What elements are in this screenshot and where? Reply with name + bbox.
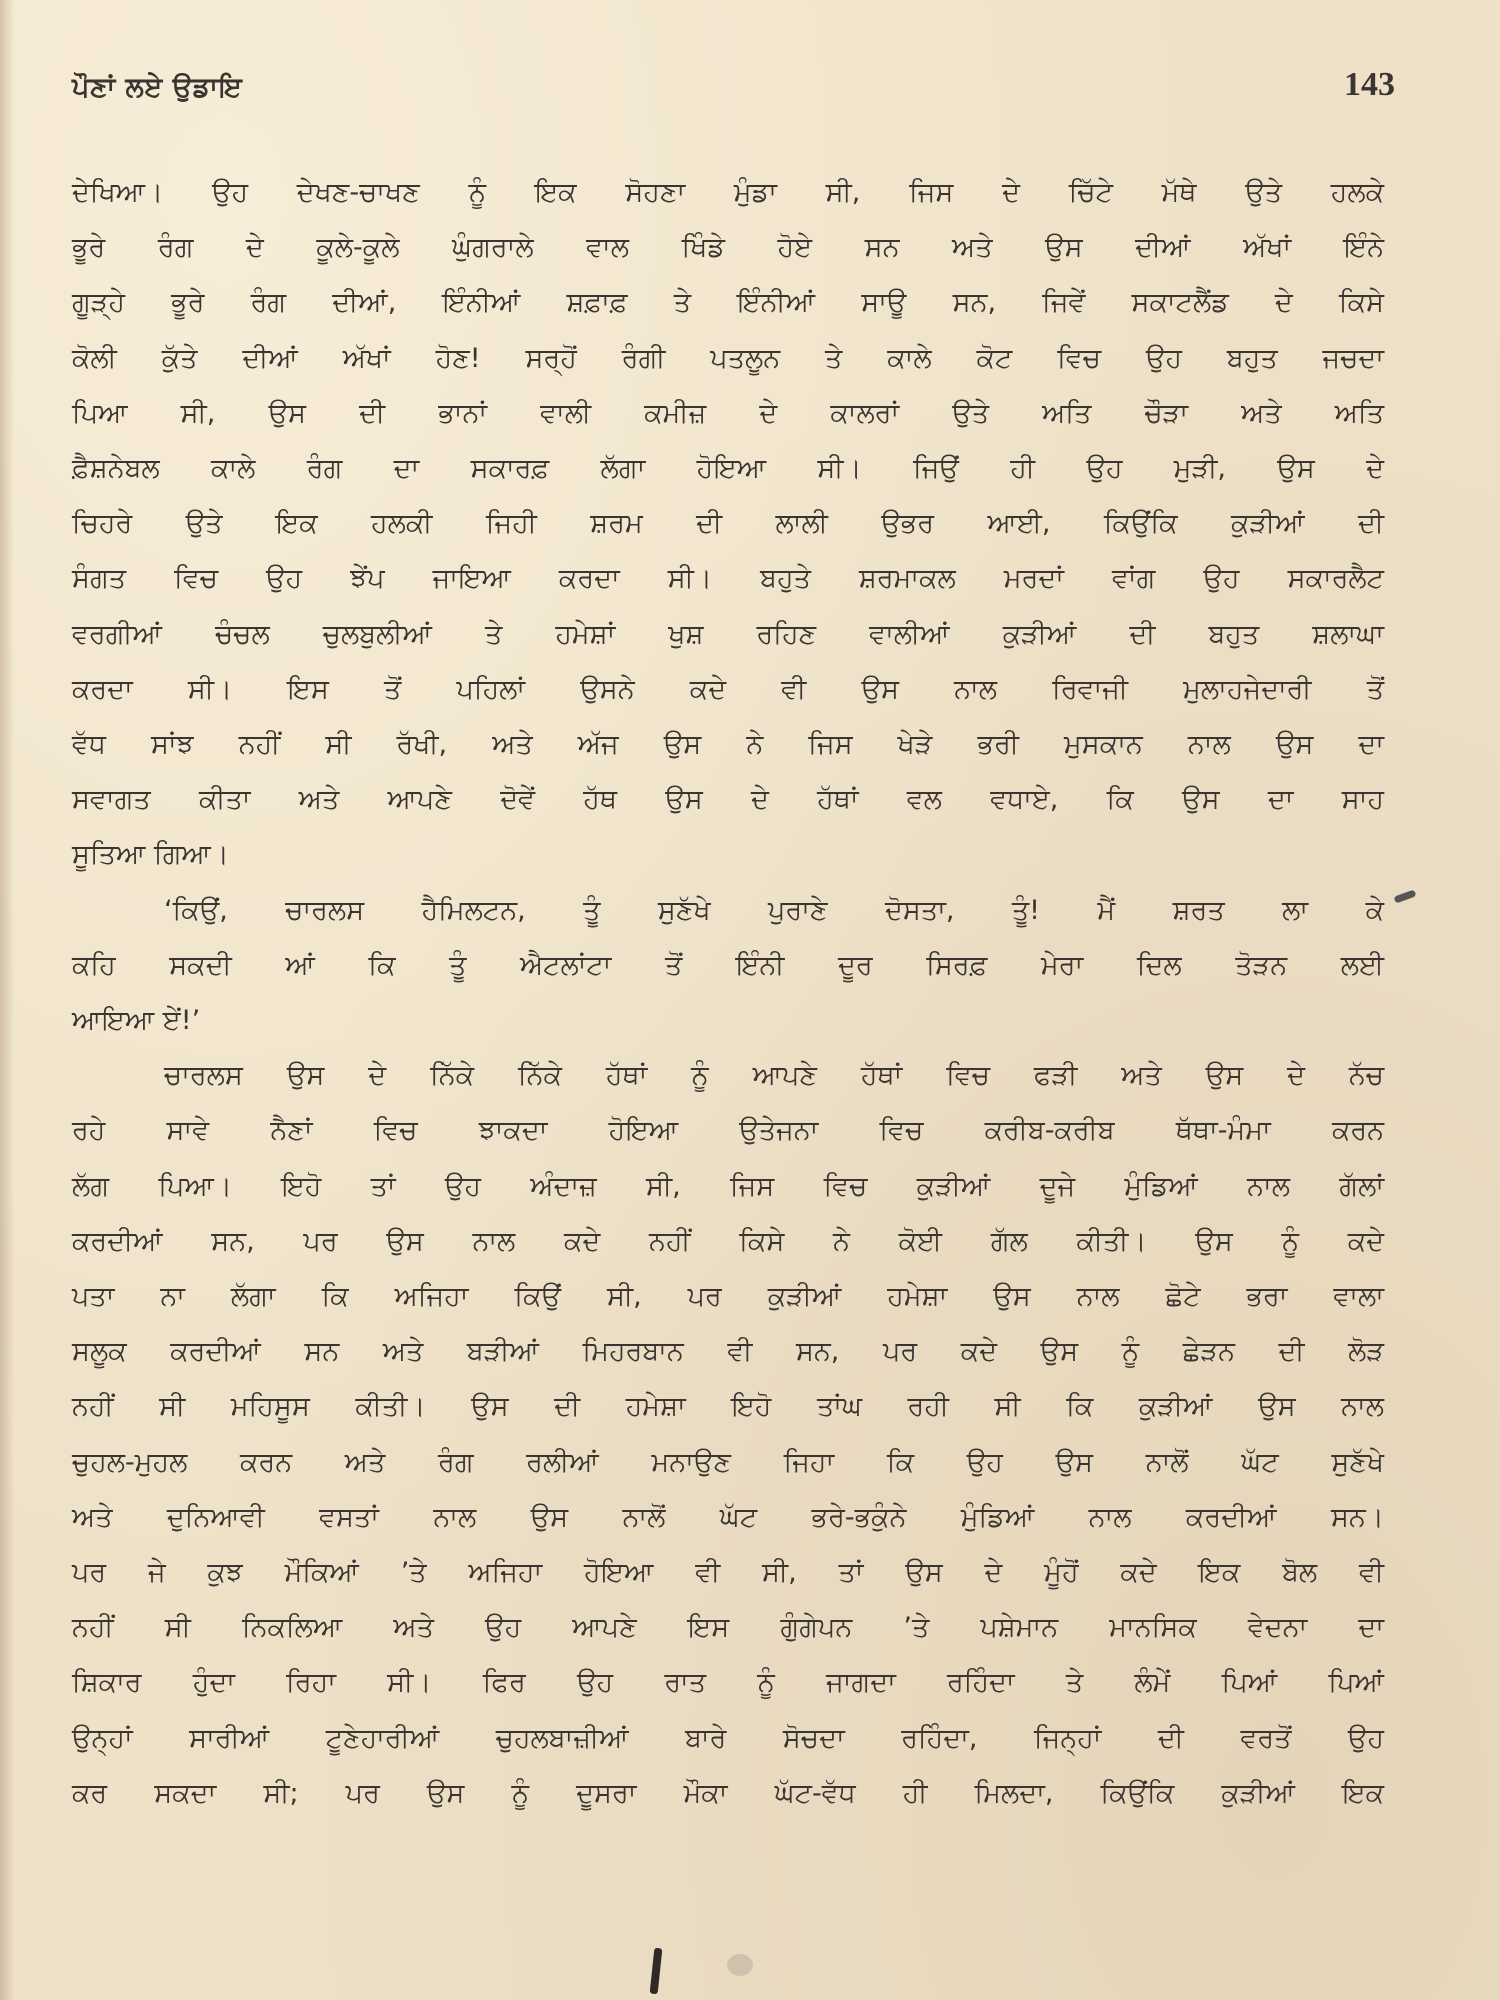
text-line: ਅਤੇ ਦੁਨਿਆਵੀ ਵਸਤਾਂ ਨਾਲ ਉਸ ਨਾਲੋਂ ਘੱਟ ਭਰੇ-ਭਕੁੰਨੇ ਮੁੰਡਿਆਂ ਨਾਲ ਕਰਦੀਆਂ ਸਨ। [72, 1501, 1384, 1533]
paragraph [72, 165, 1384, 883]
text-line: ‘ਕਿਉਂ, ਚਾਰਲਸ ਹੈਮਿਲਟਨ, ਤੂੰ ਸੁਣੱਖੇ ਪੁਰਾਣੇ ਦੋਸਤਾ, ਤੂੰ! ਮੈਂ ਸ਼ਰਤ ਲਾ ਕੇ [164, 894, 1384, 926]
text-line: ਚਾਰਲਸ ਉਸ ਦੇ ਨਿੱਕੇ ਨਿੱਕੇ ਹੱਥਾਂ ਨੂੰ ਆਪਣੇ ਹੱਥਾਂ ਵਿਚ ਫੜੀ ਅਤੇ ਉਸ ਦੇ ਨੱਚ [164, 1060, 1384, 1092]
text-line: ਨਹੀਂ ਸੀ ਮਹਿਸੂਸ ਕੀਤੀ। ਉਸ ਦੀ ਹਮੇਸ਼ਾ ਇਹੋ ਤਾਂਘ ਰਹੀ ਸੀ ਕਿ ਕੁੜੀਆਂ ਉਸ ਨਾਲ [72, 1391, 1384, 1423]
text-line: ਆਇਆ ਏਂ!’ [72, 1005, 201, 1037]
paragraph [72, 883, 1384, 1049]
text-line: ਚਿਹਰੇ ਉਤੇ ਇਕ ਹਲਕੀ ਜਿਹੀ ਸ਼ਰਮ ਦੀ ਲਾਲੀ ਉਭਰ ਆਈ, ਕਿਉਂਕਿ ਕੁੜੀਆਂ ਦੀ [72, 508, 1384, 540]
text-line: ਕਰਦੀਆਂ ਸਨ, ਪਰ ਉਸ ਨਾਲ ਕਦੇ ਨਹੀਂ ਕਿਸੇ ਨੇ ਕੋਈ ਗੱਲ ਕੀਤੀ। ਉਸ ਨੂੰ ਕਦੇ [72, 1225, 1384, 1257]
page-gutter-shadow [0, 0, 14, 2000]
text-line: ਵੱਧ ਸਾਂਝ ਨਹੀਂ ਸੀ ਰੱਖੀ, ਅਤੇ ਅੱਜ ਉਸ ਨੇ ਜਿਸ ਖੇੜੇ ਭਰੀ ਮੁਸਕਾਨ ਨਾਲ ਉਸ ਦਾ [72, 729, 1384, 761]
body-text [72, 165, 1384, 1821]
text-line: ਕੋਲੀ ਕੁੱਤੇ ਦੀਆਂ ਅੱਖਾਂ ਹੋਣ! ਸਰ੍ਹੋਂ ਰੰਗੀ ਪਤਲੂਨ ਤੇ ਕਾਲੇ ਕੋਟ ਵਿਚ ਉਹ ਬਹੁਤ ਜਚਦਾ [72, 342, 1384, 374]
page-number: 143 [1344, 66, 1395, 103]
text-line: ਸਲੂਕ ਕਰਦੀਆਂ ਸਨ ਅਤੇ ਬੜੀਆਂ ਮਿਹਰਬਾਨ ਵੀ ਸਨ, ਪਰ ਕਦੇ ਉਸ ਨੂੰ ਛੇੜਨ ਦੀ ਲੋੜ [72, 1336, 1384, 1368]
text-line: ਗੂੜ੍ਹੇ ਭੂਰੇ ਰੰਗ ਦੀਆਂ, ਇੰਨੀਆਂ ਸ਼ਫ਼ਾਫ਼ ਤੇ ਇੰਨੀਆਂ ਸਾਊ ਸਨ, ਜਿਵੇਂ ਸਕਾਟਲੈਂਡ ਦੇ ਕਿਸੇ [72, 287, 1384, 319]
pen-mark [650, 1948, 663, 1995]
text-line: ਰਹੇ ਸਾਵੇ ਨੈਣਾਂ ਵਿਚ ਝਾਕਦਾ ਹੋਇਆ ਉਤੇਜਨਾ ਵਿਚ ਕਰੀਬ-ਕਰੀਬ ਥੱਥਾ-ਮੰਮਾ ਕਰਨ [72, 1115, 1384, 1147]
text-line: ਲੱਗ ਪਿਆ। ਇਹੋ ਤਾਂ ਉਹ ਅੰਦਾਜ਼ ਸੀ, ਜਿਸ ਵਿਚ ਕੁੜੀਆਂ ਦੂਜੇ ਮੁੰਡਿਆਂ ਨਾਲ ਗੱਲਾਂ [72, 1170, 1384, 1202]
text-line: ਕਰਦਾ ਸੀ। ਇਸ ਤੋਂ ਪਹਿਲਾਂ ਉਸਨੇ ਕਦੇ ਵੀ ਉਸ ਨਾਲ ਰਿਵਾਜੀ ਮੁਲਾਹਜੇਦਾਰੀ ਤੋਂ [72, 673, 1384, 705]
text-line: ਪਤਾ ਨਾ ਲੱਗਾ ਕਿ ਅਜਿਹਾ ਕਿਉਂ ਸੀ, ਪਰ ਕੁੜੀਆਂ ਹਮੇਸ਼ਾ ਉਸ ਨਾਲ ਛੋਟੇ ਭਰਾ ਵਾਲਾ [72, 1281, 1384, 1313]
text-line: ਕਰ ਸਕਦਾ ਸੀ; ਪਰ ਉਸ ਨੂੰ ਦੂਸਰਾ ਮੌਕਾ ਘੱਟ-ਵੱਧ ਹੀ ਮਿਲਦਾ, ਕਿਉਂਕਿ ਕੁੜੀਆਂ ਇਕ [72, 1777, 1384, 1809]
text-line: ਚੁਹਲ-ਮੁਹਲ ਕਰਨ ਅਤੇ ਰੰਗ ਰਲੀਆਂ ਮਨਾਉਣ ਜਿਹਾ ਕਿ ਉਹ ਉਸ ਨਾਲੋਂ ਘੱਟ ਸੁਣੱਖੇ [72, 1446, 1384, 1478]
ink-mark [1393, 889, 1416, 903]
text-line: ਉਨ੍ਹਾਂ ਸਾਰੀਆਂ ਟੂਣੇਹਾਰੀਆਂ ਚੁਹਲਬਾਜ਼ੀਆਂ ਬਾਰੇ ਸੋਚਦਾ ਰਹਿੰਦਾ, ਜਿਨ੍ਹਾਂ ਦੀ ਵਰਤੋਂ ਉਹ [72, 1722, 1384, 1754]
paper-stain [727, 1954, 753, 1976]
text-line: ਵਰਗੀਆਂ ਚੰਚਲ ਚੁਲਬੁਲੀਆਂ ਤੇ ਹਮੇਸ਼ਾਂ ਖੁਸ਼ ਰਹਿਣ ਵਾਲੀਆਂ ਕੁੜੀਆਂ ਦੀ ਬਹੁਤ ਸ਼ਲਾਘਾ [72, 618, 1384, 650]
running-head: ਪੌਣਾਂ ਲਏ ਉਡਾਇ [72, 72, 243, 103]
text-line: ਨਹੀਂ ਸੀ ਨਿਕਲਿਆ ਅਤੇ ਉਹ ਆਪਣੇ ਇਸ ਗੁੰਗੇਪਨ ’ਤੇ ਪਸ਼ੇਮਾਨ ਮਾਨਸਿਕ ਵੇਦਨਾ ਦਾ [72, 1612, 1384, 1644]
text-line: ਭੂਰੇ ਰੰਗ ਦੇ ਕੂਲੇ-ਕੂਲੇ ਘੁੰਗਰਾਲੇ ਵਾਲ ਖਿੰਡੇ ਹੋਏ ਸਨ ਅਤੇ ਉਸ ਦੀਆਂ ਅੱਖਾਂ ਇੰਨੇ [72, 232, 1384, 264]
text-line: ਪਿਆ ਸੀ, ਉਸ ਦੀ ਭਾਨਾਂ ਵਾਲੀ ਕਮੀਜ਼ ਦੇ ਕਾਲਰਾਂ ਉਤੇ ਅਤਿ ਚੌੜਾ ਅਤੇ ਅਤਿ [72, 397, 1384, 429]
text-line: ਦੇਖਿਆ। ਉਹ ਦੇਖਣ-ਚਾਖਣ ਨੂੰ ਇਕ ਸੋਹਣਾ ਮੁੰਡਾ ਸੀ, ਜਿਸ ਦੇ ਚਿੱਟੇ ਮੱਥੇ ਉਤੇ ਹਲਕੇ [72, 177, 1384, 208]
text-line: ਸ਼ਿਕਾਰ ਹੁੰਦਾ ਰਿਹਾ ਸੀ। ਫਿਰ ਉਹ ਰਾਤ ਨੂੰ ਜਾਗਦਾ ਰਹਿੰਦਾ ਤੇ ਲੰਮੇਂ ਪਿਆਂ ਪਿਆਂ [72, 1667, 1384, 1699]
text-line: ਫ਼ੈਸ਼ਨੇਬਲ ਕਾਲੇ ਰੰਗ ਦਾ ਸਕਾਰਫ਼ ਲੱਗਾ ਹੋਇਆ ਸੀ। ਜਿਉਂ ਹੀ ਉਹ ਮੁੜੀ, ਉਸ ਦੇ [72, 453, 1384, 485]
text-line: ਕਹਿ ਸਕਦੀ ਆਂ ਕਿ ਤੂੰ ਐਟਲਾਂਟਾ ਤੋਂ ਇੰਨੀ ਦੂਰ ਸਿਰਫ਼ ਮੇਰਾ ਦਿਲ ਤੋੜਨ ਲਈ [72, 949, 1384, 981]
paragraph [72, 1048, 1384, 1821]
text-line: ਸੂਤਿਆ ਗਿਆ। [72, 839, 229, 871]
text-line: ਸਵਾਗਤ ਕੀਤਾ ਅਤੇ ਆਪਣੇ ਦੋਵੇਂ ਹੱਥ ਉਸ ਦੇ ਹੱਥਾਂ ਵਲ ਵਧਾਏ, ਕਿ ਉਸ ਦਾ ਸਾਹ [72, 784, 1384, 816]
text-line: ਸੰਗਤ ਵਿਚ ਉਹ ਝੇਂਪ ਜਾਇਆ ਕਰਦਾ ਸੀ। ਬਹੁਤੇ ਸ਼ਰਮਾਕਲ ਮਰਦਾਂ ਵਾਂਗ ਉਹ ਸਕਾਰਲੈਟ [72, 563, 1384, 595]
text-line: ਪਰ ਜੇ ਕੁਝ ਮੌਕਿਆਂ ’ਤੇ ਅਜਿਹਾ ਹੋਇਆ ਵੀ ਸੀ, ਤਾਂ ਉਸ ਦੇ ਮੂੰਹੋਂ ਕਦੇ ਇਕ ਬੋਲ ਵੀ [72, 1557, 1384, 1589]
